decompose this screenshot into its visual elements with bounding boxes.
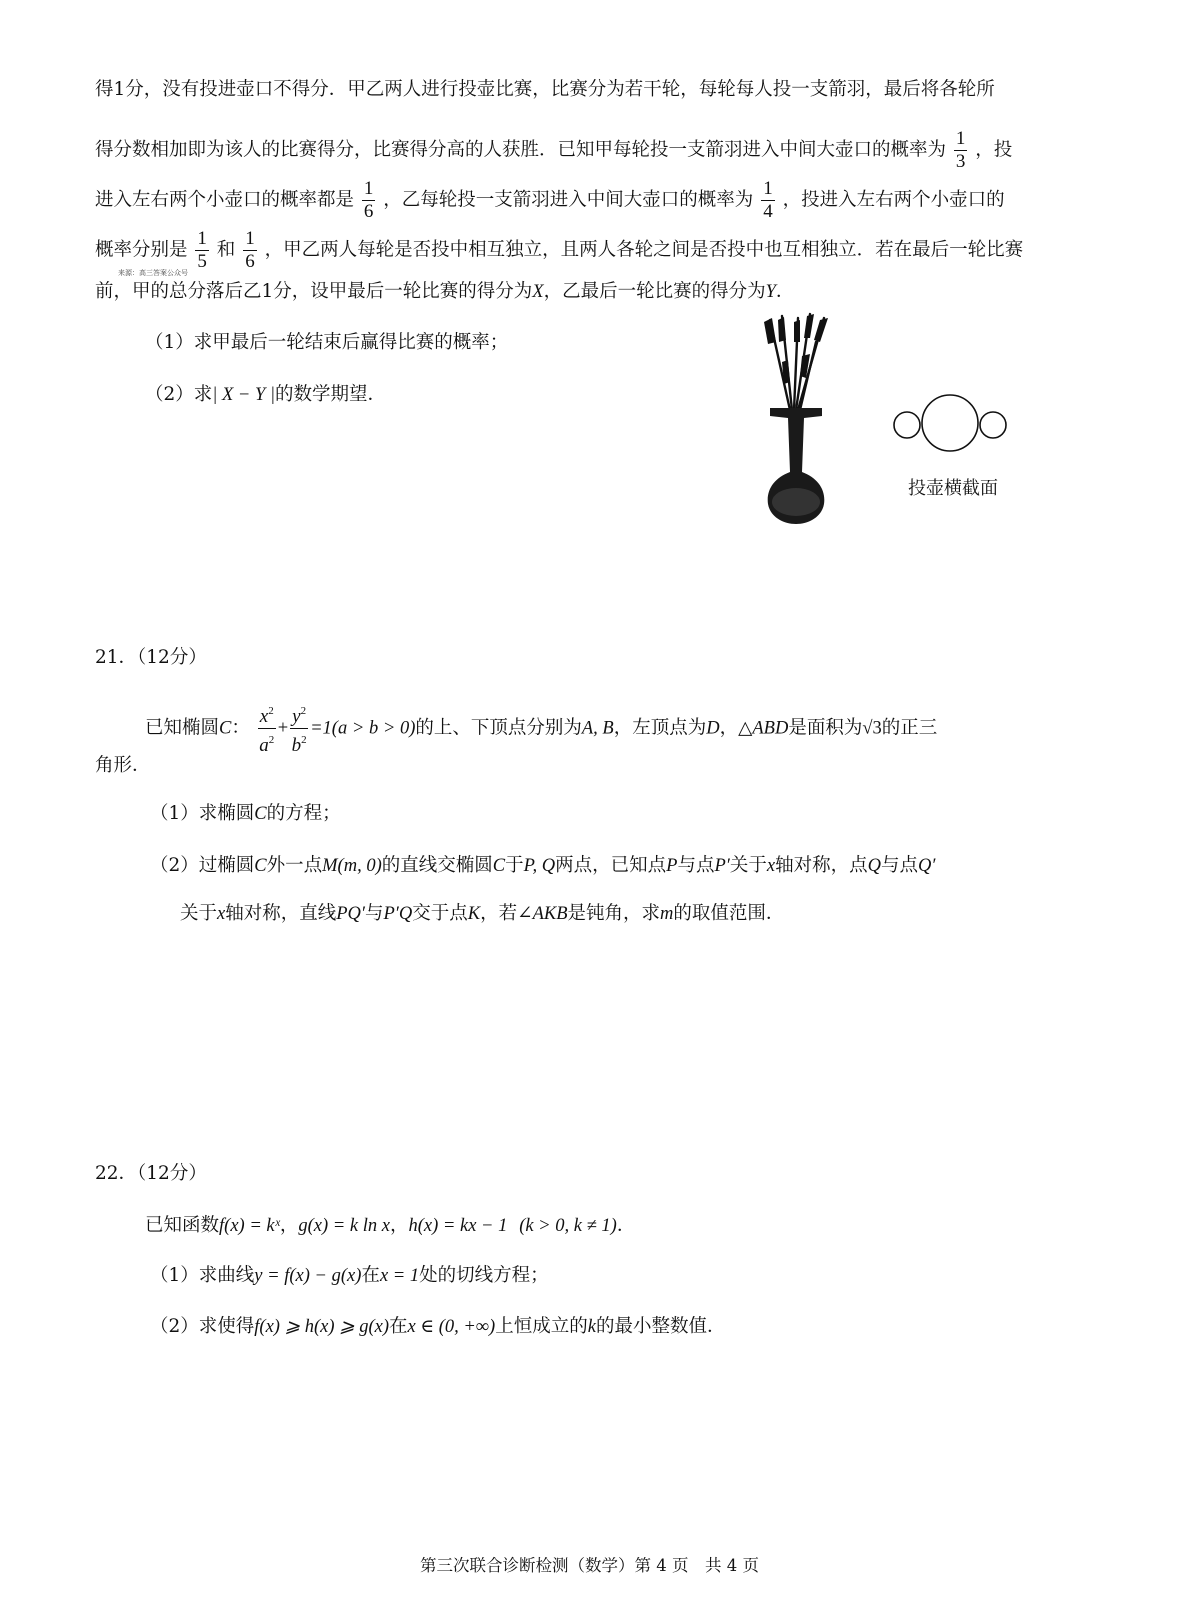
- p20-line1: [95, 78, 995, 102]
- p20-line2-text: 得分数相加即为该人的比赛得分，比赛得分高的人获胜．已知甲每轮投一支箭羽进入中间大壶口的概率为: [95, 139, 947, 161]
- p21-statement: 已知椭圆C： $\frac{x^2}{a^2}$ + $\frac{y^2}{b^2}$ =1(a > b > 0)的上、下顶点分别为A, B，左顶点为D，△ABD是面积为√3的正三: [145, 700, 937, 757]
- touhu-vase-illustration: [752, 312, 842, 527]
- p21-question-2-cont: 关于x轴对称，直线PQ′与P′Q交于点K，若∠AKB是钝角，求m的取值范围．: [180, 903, 785, 924]
- p21-question-2: （2）过椭圆C外一点M(m, 0)的直线交椭圆C于P, Q两点，已知点P与点P′关于x轴对称，点Q与点Q′: [150, 855, 936, 876]
- fraction-one-sixth-b: $\frac{1}{6}$: [245, 228, 255, 272]
- ellipse-x-term: $\frac{x^2}{a^2}$: [258, 700, 276, 757]
- p20-line5: 前，甲的总分落后乙1分，设甲最后一轮比赛的得分为X，乙最后一轮比赛的得分为Y．: [95, 281, 795, 302]
- p20-line1-text: 得1分，没有投进壶口不得分．甲乙两人进行投壶比赛，比赛分为若干轮，每轮每人投一支箭羽，最后将各轮所: [95, 79, 995, 100]
- small-left-circle: [894, 412, 920, 438]
- fraction-one-third: $\frac{1}{3}$: [955, 128, 966, 172]
- cross-section-diagram: [880, 390, 1020, 460]
- fraction-one-sixth: $\frac{1}{6}$: [363, 178, 374, 222]
- p22-question-1: （1）求曲线y = f(x) − g(x)在x = 1处的切线方程；: [150, 1265, 549, 1286]
- p20-line4: 概率分别是 $\frac{1}{5}$ 和 $\frac{1}{6}$ ，甲乙两人每轮是否投中相互独立，且两人各轮之间是否投中也互相独立．若在最后一轮比赛: [95, 228, 1024, 272]
- p20-line2: 得分数相加即为该人的比赛得分，比赛得分高的人获胜．已知甲每轮投一支箭羽进入中间大壶口的概率为 $\frac{1}{3}$ ，投: [95, 128, 1013, 172]
- p22-question-2: （2）求使得f(x) ⩾ h(x) ⩾ g(x)在x ∈ (0, +∞)上恒成立的k的最小整数值．: [150, 1316, 726, 1337]
- small-right-circle: [980, 412, 1006, 438]
- page-footer: 第三次联合诊断检测（数学）第 4 页 共 4 页: [420, 1556, 759, 1575]
- fraction-one-quarter: $\frac{1}{4}$: [763, 178, 773, 222]
- p20-question-1: （1）求甲最后一轮结束后赢得比赛的概率；: [145, 332, 509, 353]
- p21-header: 21．（12分）: [95, 647, 207, 668]
- fraction-one-fifth: $\frac{1}{5}$: [197, 228, 207, 272]
- large-center-circle: [922, 395, 978, 451]
- p22-statement: 已知函数f(x) = kˣ，g(x) = k ln x，h(x) = kx − 1 (k > 0, k ≠ 1)．: [145, 1215, 636, 1236]
- watermark-text: 来源：高三答案公众号: [118, 269, 188, 277]
- p22-header: 22．（12分）: [95, 1163, 207, 1184]
- p20-line3: 进入左右两个小壶口的概率都是 $\frac{1}{6}$ ，乙每轮投一支箭羽进入中间大壶口的概率为 $\frac{1}{4}$ ，投进入左右两个小壶口的: [95, 178, 1005, 222]
- p21-question-1: （1）求椭圆C的方程；: [150, 803, 341, 824]
- cross-section-caption: 投壶横截面: [908, 478, 998, 499]
- p20-question-2: （2）求| X − Y |的数学期望．: [145, 384, 387, 405]
- p21-statement-cont: 角形．: [95, 755, 151, 776]
- ellipse-y-term: $\frac{y^2}{b^2}$: [290, 700, 308, 757]
